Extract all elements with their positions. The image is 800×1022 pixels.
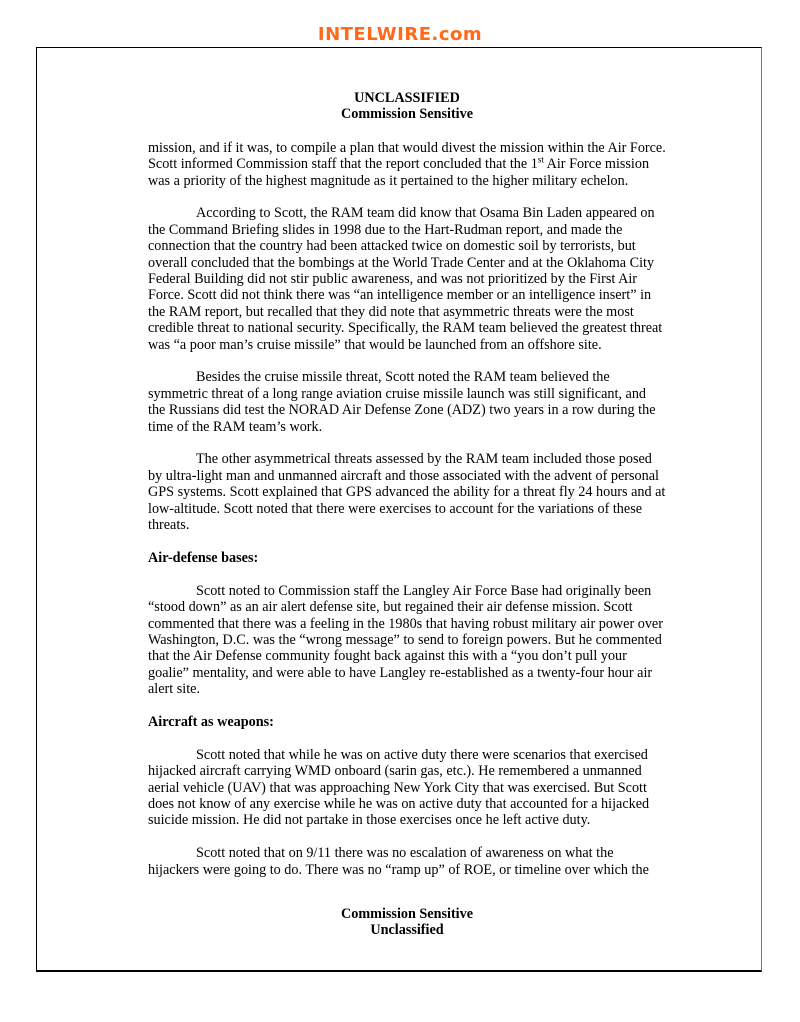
paragraph-1-part-b: Air Force mission was a priority of the highest magnitude as it pertained to the higher military echelon. xyxy=(148,156,650,189)
ordinal-superscript: st xyxy=(537,154,544,165)
paragraph-3: Besides the cruise missile threat, Scott noted the RAM team believed the symmetric threat of a long range aviation cruise missile launch was still significant, and the Russians did test the NORAD Air Defense Zone (ADZ) two years in a row during the time of the RAM team’s work. xyxy=(148,369,656,435)
paragraph-4: The other asymmetrical threats assessed by the RAM team included those posed by ultra-light man and unmanned aircraft and those associated with the advent of personal GPS systems. Scott explained that GPS advanced the ability for a threat fly 24 hours and at low-altitude. Scott noted that there were exercises to account for the variations of these threats. xyxy=(148,451,666,534)
paragraph-6: Scott noted that while he was on active duty there were scenarios that exercised hijacked aircraft carrying WMD onboard (sarin gas, etc.). He remembered a unmanned aerial vehicle (UAV) that was approaching New York City that was exercised. But Scott does not know of any exercise while he was on active duty that accounted for a hijacked suicide mission. He did not partake in those exercises once he left active duty. xyxy=(148,746,650,829)
section-heading-air-defense-bases: Air-defense bases: xyxy=(148,549,259,566)
site-banner-text: INTELWIRE.com xyxy=(317,24,483,45)
paragraph-1-part-a: mission, and if it was, to compile a plan that would divest the mission within the Air Force. Scott informed Commission staff that the report concluded that the 1 xyxy=(148,139,666,173)
footer-sensitivity: Commission Sensitive xyxy=(340,906,474,922)
site-banner xyxy=(0,22,800,48)
footer-block xyxy=(148,906,666,939)
header-sensitivity: Commission Sensitive xyxy=(340,106,474,123)
document-page xyxy=(148,90,666,894)
header-classification: UNCLASSIFIED xyxy=(354,90,460,106)
section-heading-aircraft-as-weapons: Aircraft as weapons: xyxy=(148,713,274,730)
header-block xyxy=(148,90,666,123)
paragraph-2: According to Scott, the RAM team did know that Osama Bin Laden appeared on the Command Briefing slides in 1998 due to the Hart-Rudman report, and made the connection that the country had been attacked twice on domestic soil by terrorists, but overall concluded that the bombings at the World Trade Center and at the Oklahoma City Federal Building did not stir public awareness, and was not prioritized by the First Air Force. Scott did not think there was “an intelligence member or an intelligence insert” in the RAM report, but recalled that they did note that asymmetric threats were the most credible threat to national security. Specifically, the RAM team believed the greatest threat was “a poor man’s cruise missile” that would be launched from an offshore site. xyxy=(148,205,663,353)
paragraph-5: Scott noted to Commission staff the Langley Air Force Base had originally been “stood down” as an air alert defense site, but regained their air defense mission. Scott commented that there was a feeling in the 1980s that having robust military air power over Washington, D.C. was the “wrong message” to send to foreign powers. But he commented that the Air Defense community fought back against this with a “you don’t pull your goalie” mentality, and were able to have Langley re-established as a twenty-four hour air alert site. xyxy=(148,582,663,698)
paragraph-7: Scott noted that on 9/11 there was no escalation of awareness on what the hijackers were going to do. There was no “ramp up” of ROE, or timeline over which the xyxy=(148,845,649,878)
paragraph-1 xyxy=(148,140,666,189)
footer-classification: Unclassified xyxy=(370,922,444,939)
